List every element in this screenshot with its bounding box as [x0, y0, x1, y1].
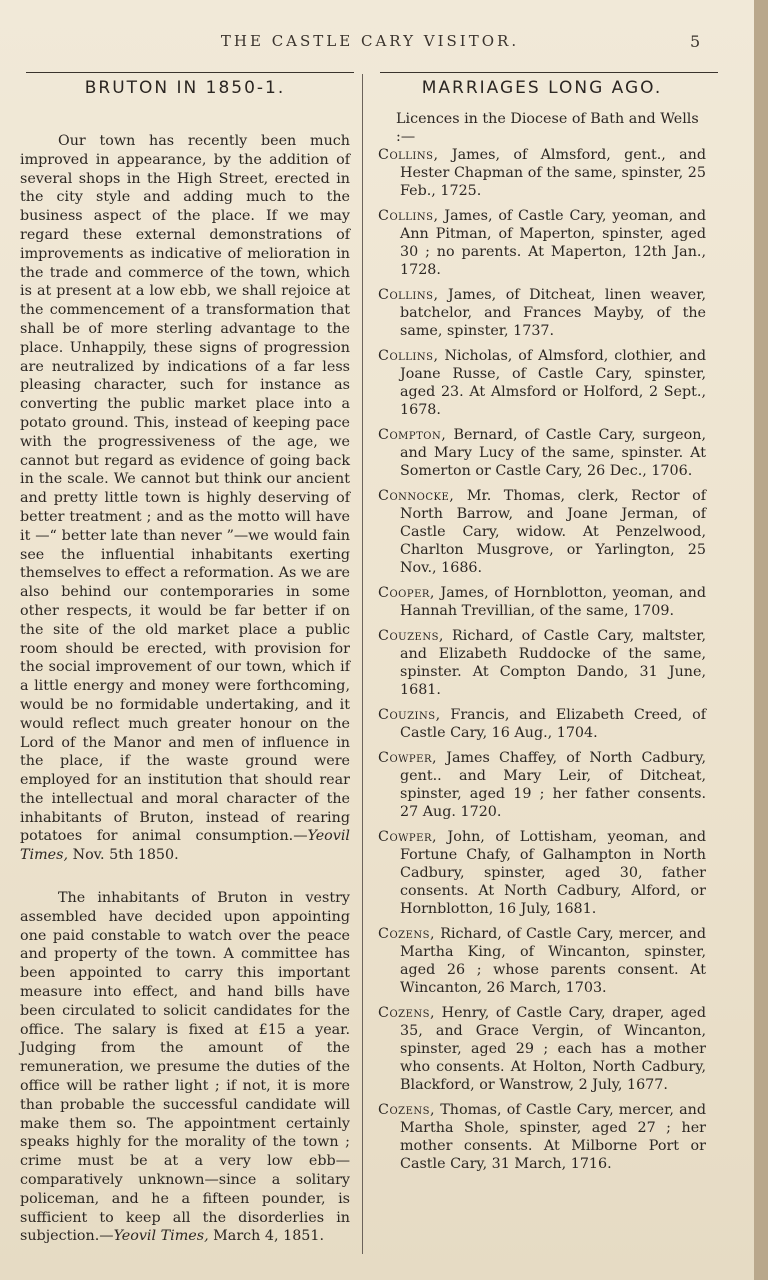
paragraph-1-source: Yeovil Times, — [20, 828, 350, 864]
page-edge — [754, 0, 768, 1280]
article-paragraph-1 — [20, 132, 350, 865]
paragraph-1-text: Our town has recently been much improved in appearance, by the addition of several shops in the High Street, erected in the city style and adding much to the business aspect of the place. If we may regard these external demonstrations of improvements as indicative of melioration in the trade and commerce of the town, which is at present at a low ebb, we shall rejoice at the commencement of a transformation that shall be of more sterling advantage to the place. Unhappily, these signs of progression are neutralized by indications of a far less pleasing character, such for instance as converting the public market place into a potato ground. This, instead of keeping pace with the progressiveness of the age, we cannot but regard as evidence of going back in the scale. We cannot but think our ancient and pretty little town is highly deserving of better treatment ; and as the motto will have it —“ better late than never ”—we would fain see the influential inhabitants exerting themselves to effect a reformation. As we are also behind our contemporaries in some other respects, it would be far better if on the site of the old market place a public room should be erected, with provision for the social improvement of our town, which if a little energy and money were forthcoming, would be no formidable undertaking, and it would reflect much greater honour on the Lord of the Manor and men of influence in the place, if the waste ground were employed for an institution that should rear the intellectual and moral character of the inhabitants of Bruton, instead of rearing potatoes for animal consumption.— — [20, 133, 350, 845]
left-column — [20, 78, 350, 1246]
article-paragraph-2 — [20, 889, 350, 1246]
marriage-entry — [378, 1004, 706, 1094]
entry-surname: Collins, — [378, 348, 439, 364]
marriage-entry — [378, 584, 706, 620]
entry-text: Richard, of Castle Cary, maltster, and Elizabeth Ruddocke of the same, spinster. At Compton Dando, 31 June, 1681. — [400, 628, 707, 698]
marriage-entry — [378, 207, 706, 279]
running-header: THE CASTLE CARY VISITOR. — [220, 32, 520, 50]
paragraph-2-text: The inhabitants of Bruton in vestry assembled have decided upon appointing one paid constable to watch over the peace and property of the town. A committee has been appointed to carry this important measure into effect, and hand bills have been circulated to solicit candidates for the office. The salary is fixed at £15 a year. Judging from the amount of the remuneration, we presume the duties of the office will be rather light ; if not, it is more than probable the successful candidate will make them so. The appointment certainly speaks highly for the morality of the town ; crime must be at a very low ebb—comparatively unknown—since a solitary policeman, and he a fifteen pounder, is sufficient to keep all the disorderlies in subjection.— — [20, 890, 350, 1245]
entry-text: John, of Lottisham, yeoman, and Fortune Chafy, of Galhampton in North Cadbury, spinster, aged 30, father consents. At North Cadbury, Alford, or Hornblotton, 16 July, 1681. — [400, 829, 706, 917]
marriage-entry — [378, 925, 706, 997]
marriage-entry — [378, 627, 706, 699]
entry-text: James, of Hornblotton, yeoman, and Hannah Trevillian, of the same, 1709. — [400, 585, 706, 619]
entry-surname: Collins, — [378, 147, 439, 163]
paragraph-1-date: Nov. 5th 1850. — [72, 847, 179, 864]
entry-text: Henry, of Castle Cary, draper, aged 35, and Grace Vergin, of Wincanton, spinster, aged 29 ; each has a mother who consents. At Holton, North Cadbury, Blackford, or Wanstrow, 2 July, 1677. — [400, 1005, 706, 1093]
entry-surname: Couzens, — [378, 628, 444, 644]
entry-text: Francis, and Elizabeth Creed, of Castle Cary, 16 Aug., 1704. — [400, 707, 706, 741]
paragraph-2-date: March 4, 1851. — [213, 1228, 325, 1245]
entry-text: Thomas, of Castle Cary, mercer, and Martha Shole, spinster, aged 27 ; her mother consents. At Milborne Port or Castle Cary, 31 March, 1716. — [400, 1102, 707, 1172]
marriage-entry — [378, 426, 706, 480]
marriage-entry — [378, 828, 706, 918]
marriage-entries — [378, 146, 706, 1173]
entry-text: Mr. Thomas, clerk, Rector of North Barrow, and Joane Jerman, of Castle Cary, widow. At Penzelwood, Charlton Musgrove, or Yarlington, 25 Nov., 1686. — [400, 488, 707, 576]
entry-surname: Collins, — [378, 287, 439, 303]
marriage-entry — [378, 706, 706, 742]
page-number: 5 — [690, 32, 701, 51]
marriage-entry — [378, 286, 706, 340]
entry-text: James, of Castle Cary, yeoman, and Ann Pitman, of Maperton, spinster, aged 30 ; no parents. At Maperton, 12th Jan., 1728. — [400, 208, 706, 278]
marriage-entry — [378, 487, 706, 577]
marriage-entry — [378, 146, 706, 200]
marriages-intro: Licences in the Diocese of Bath and Wells :— — [396, 111, 699, 145]
entry-surname: Connocke, — [378, 488, 455, 504]
entry-text: James, of Ditcheat, linen weaver, batchelor, and Frances Mayby, of the same, spinster, 1737. — [400, 287, 706, 339]
article-title-bruton: BRUTON IN 1850-1. — [84, 78, 286, 98]
entry-text: Bernard, of Castle Cary, surgeon, and Mary Lucy of the same, spinster. At Somerton or Castle Cary, 26 Dec., 1706. — [400, 427, 707, 479]
entry-surname: Cooper, — [378, 585, 435, 601]
entry-surname: Cozens, — [378, 1102, 436, 1118]
marriage-entry — [378, 1101, 706, 1173]
header-rule-left — [26, 72, 354, 73]
entry-surname: Compton, — [378, 427, 447, 443]
entry-surname: Cozens, — [378, 1005, 436, 1021]
paragraph-2-source: Yeovil Times, — [113, 1228, 209, 1245]
marriage-entry — [378, 347, 706, 419]
header-rule-right — [380, 72, 718, 73]
marriage-entry — [378, 749, 706, 821]
entry-surname: Cowper, — [378, 829, 438, 845]
entry-text: James Chaffey, of North Cadbury, gent.. and Mary Leir, of Ditcheat, spinster, aged 19 ; her father consents. 27 Aug. 1720. — [400, 750, 706, 820]
entry-surname: Cowper, — [378, 750, 438, 766]
right-column — [378, 78, 706, 1180]
column-divider — [362, 74, 363, 1254]
entry-surname: Couzins, — [378, 707, 441, 723]
entry-text: Richard, of Castle Cary, mercer, and Martha King, of Wincanton, spinster, aged 26 ; whose parents consent. At Wincanton, 26 March, 1703. — [400, 926, 707, 996]
entry-text: James, of Almsford, gent., and Hester Chapman of the same, spinster, 25 Feb., 1725. — [400, 147, 707, 199]
entry-text: Nicholas, of Almsford, clothier, and Joane Russe, of Castle Cary, spinster, aged 23. At Almsford or Holford, 2 Sept., 1678. — [400, 348, 707, 418]
article-title-marriages: MARRIAGES LONG AGO. — [421, 78, 663, 98]
entry-surname: Cozens, — [378, 926, 436, 942]
entry-surname: Collins, — [378, 208, 439, 224]
